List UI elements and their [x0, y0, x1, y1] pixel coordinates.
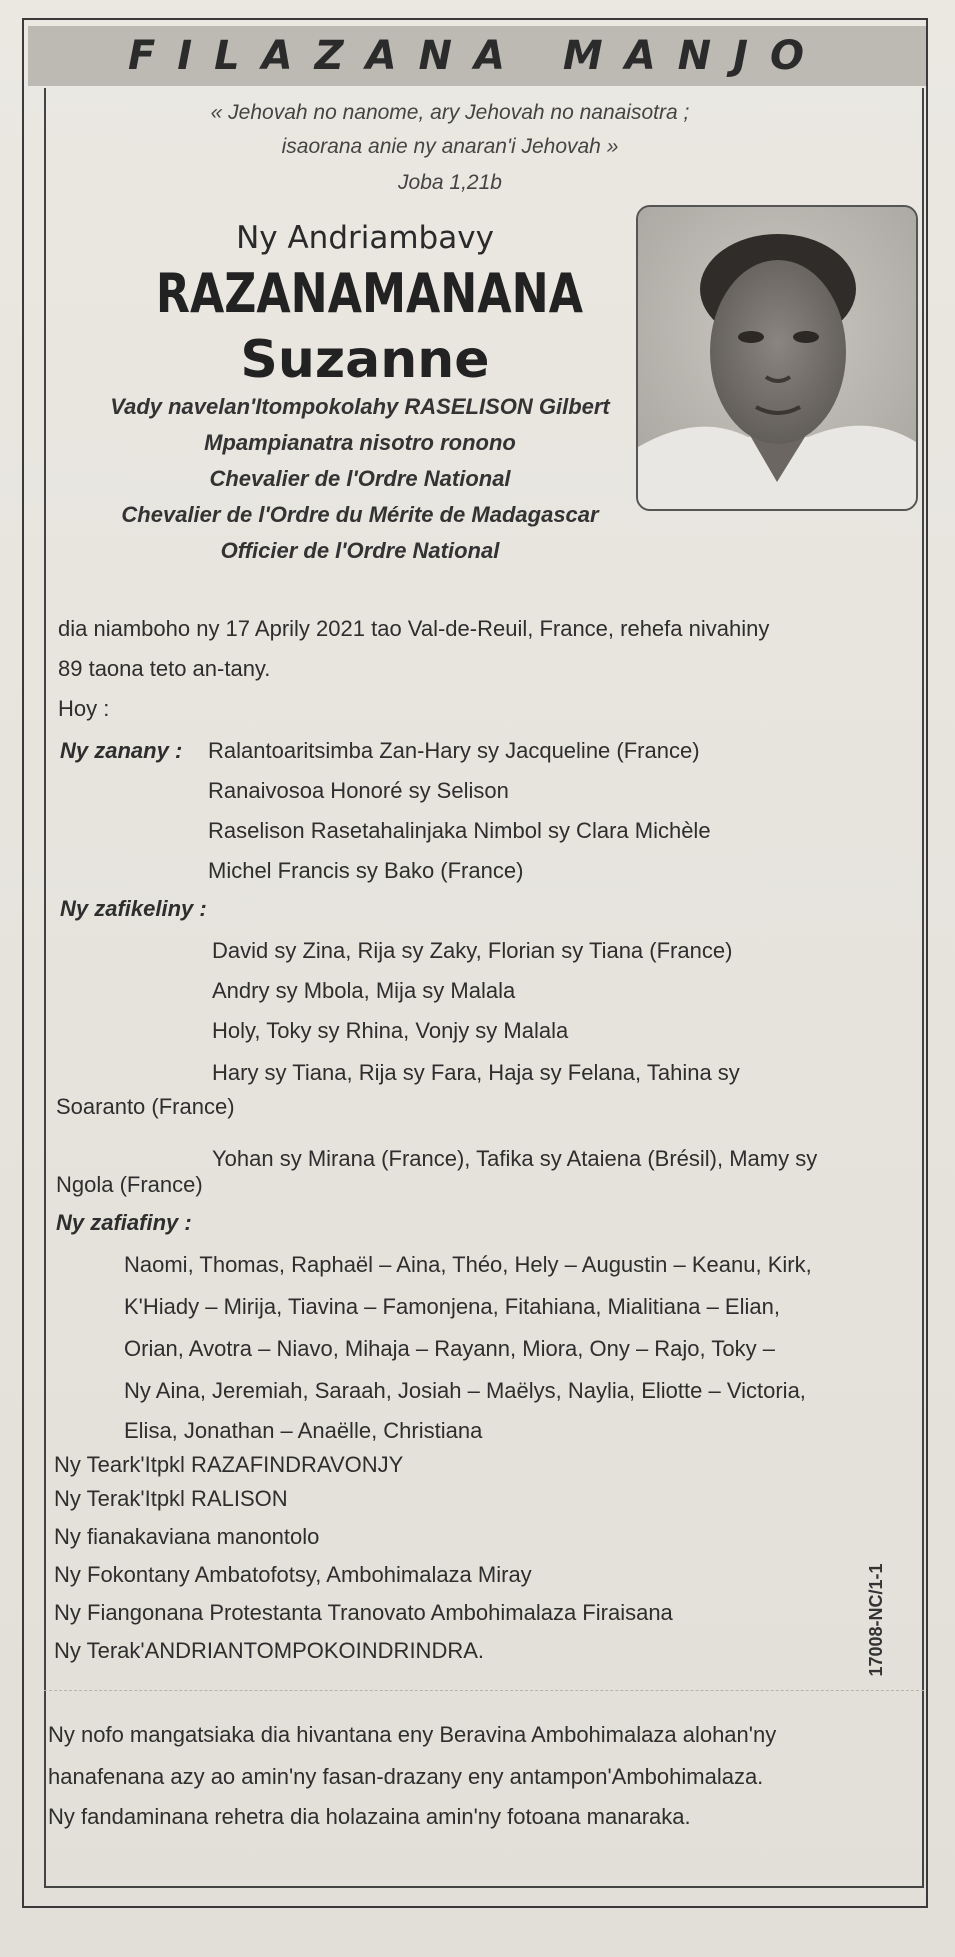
verse-reference: Joba 1,21b	[398, 171, 502, 194]
deceased-title-1: Vady navelan'Itompokolahy RASELISON Gilbert	[110, 394, 610, 419]
ad-reference-code: 17008-NC/1-1	[866, 1563, 886, 1677]
grandchildren-line-6: Yohan sy Mirana (France), Tafika sy Ataiena (Brésil), Mamy sy	[212, 1146, 818, 1171]
child-1: Ralantoaritsimba Zan-Hary sy Jacqueline (France)	[208, 738, 700, 763]
great-grandchildren-line-1: Naomi, Thomas, Raphaël – Aina, Théo, Hely – Augustin – Keanu, Kirk,	[124, 1252, 812, 1277]
portrait-image	[638, 207, 916, 509]
family-3: Ny fianakaviana manontolo	[54, 1524, 320, 1549]
grandchildren-label: Ny zafikeliny :	[60, 896, 207, 921]
great-grandchildren-label: Ny zafiafiny :	[56, 1210, 192, 1235]
deceased-title-3: Chevalier de l'Ordre National	[209, 466, 511, 491]
family-2: Ny Terak'Itpkl RALISON	[54, 1486, 288, 1511]
deceased-title-5: Officier de l'Ordre National	[220, 538, 500, 563]
announcement-line-2: 89 taona teto an-tany.	[58, 656, 271, 681]
closing-line-2: hanafenana azy ao amin'ny fasan-drazany eny antampon'Ambohimalaza.	[48, 1764, 764, 1789]
section-divider	[44, 1690, 924, 1691]
great-grandchildren-line-3: Orian, Avotra – Niavo, Mihaja – Rayann, Miora, Ony – Rajo, Toky –	[124, 1336, 775, 1361]
child-3: Raselison Rasetahalinjaka Nimbol sy Clara Michèle	[208, 818, 711, 843]
header-banner	[28, 26, 926, 86]
deceased-title-4: Chevalier de l'Ordre du Mérite de Madagascar	[121, 502, 599, 527]
grandchildren-line-7: Ngola (France)	[56, 1172, 203, 1197]
deceased-given-name: Suzanne	[240, 330, 490, 390]
family-6: Ny Terak'ANDRIANTOMPOKOINDRINDRA.	[54, 1638, 484, 1663]
announcement-line-1: dia niamboho ny 17 Aprily 2021 tao Val-de-Reuil, France, rehefa nivahiny	[58, 616, 770, 641]
grandchildren-line-5: Soaranto (France)	[56, 1094, 235, 1119]
verse-line-2: isaorana anie ny anaran'i Jehovah »	[281, 135, 619, 158]
deceased-surname: RAZANAMANANA	[155, 262, 583, 325]
grandchildren-line-4: Hary sy Tiana, Rija sy Fara, Haja sy Felana, Tahina sy	[212, 1060, 740, 1085]
deceased-title-2: Mpampianatra nisotro ronono	[204, 430, 516, 455]
hoy-label: Hoy :	[58, 696, 110, 721]
great-grandchildren-line-4: Ny Aina, Jeremiah, Saraah, Josiah – Maëlys, Naylia, Eliotte – Victoria,	[124, 1378, 806, 1403]
great-grandchildren-line-2: K'Hiady – Mirija, Tiavina – Famonjena, Fitahiana, Mialitiana – Elian,	[124, 1294, 780, 1319]
verse-line-1: « Jehovah no nanome, ary Jehovah no nanaisotra ;	[210, 101, 690, 124]
child-2: Ranaivosoa Honoré sy Selison	[208, 778, 509, 803]
grandchildren-line-1: David sy Zina, Rija sy Zaky, Florian sy Tiana (France)	[212, 938, 733, 963]
grandchildren-line-2: Andry sy Mbola, Mija sy Malala	[212, 978, 516, 1003]
children-label: Ny zanany :	[60, 738, 183, 763]
family-4: Ny Fokontany Ambatofotsy, Ambohimalaza Miray	[54, 1562, 532, 1587]
closing-line-3: Ny fandaminana rehetra dia holazaina amin'ny fotoana manaraka.	[48, 1804, 691, 1829]
deceased-prefix: Ny Andriambavy	[236, 220, 494, 256]
great-grandchildren-line-5: Elisa, Jonathan – Anaëlle, Christiana	[124, 1418, 483, 1443]
family-1: Ny Teark'Itpkl RAZAFINDRAVONJY	[54, 1452, 404, 1477]
child-4: Michel Francis sy Bako (France)	[208, 858, 524, 883]
family-5: Ny Fiangonana Protestanta Tranovato Ambohimalaza Firaisana	[54, 1600, 673, 1625]
closing-line-1: Ny nofo mangatsiaka dia hivantana eny Beravina Ambohimalaza alohan'ny	[48, 1722, 777, 1747]
grandchildren-line-3: Holy, Toky sy Rhina, Vonjy sy Malala	[212, 1018, 569, 1043]
portrait-photo	[636, 205, 918, 511]
header-title: FILAZANA MANJO	[127, 33, 827, 79]
